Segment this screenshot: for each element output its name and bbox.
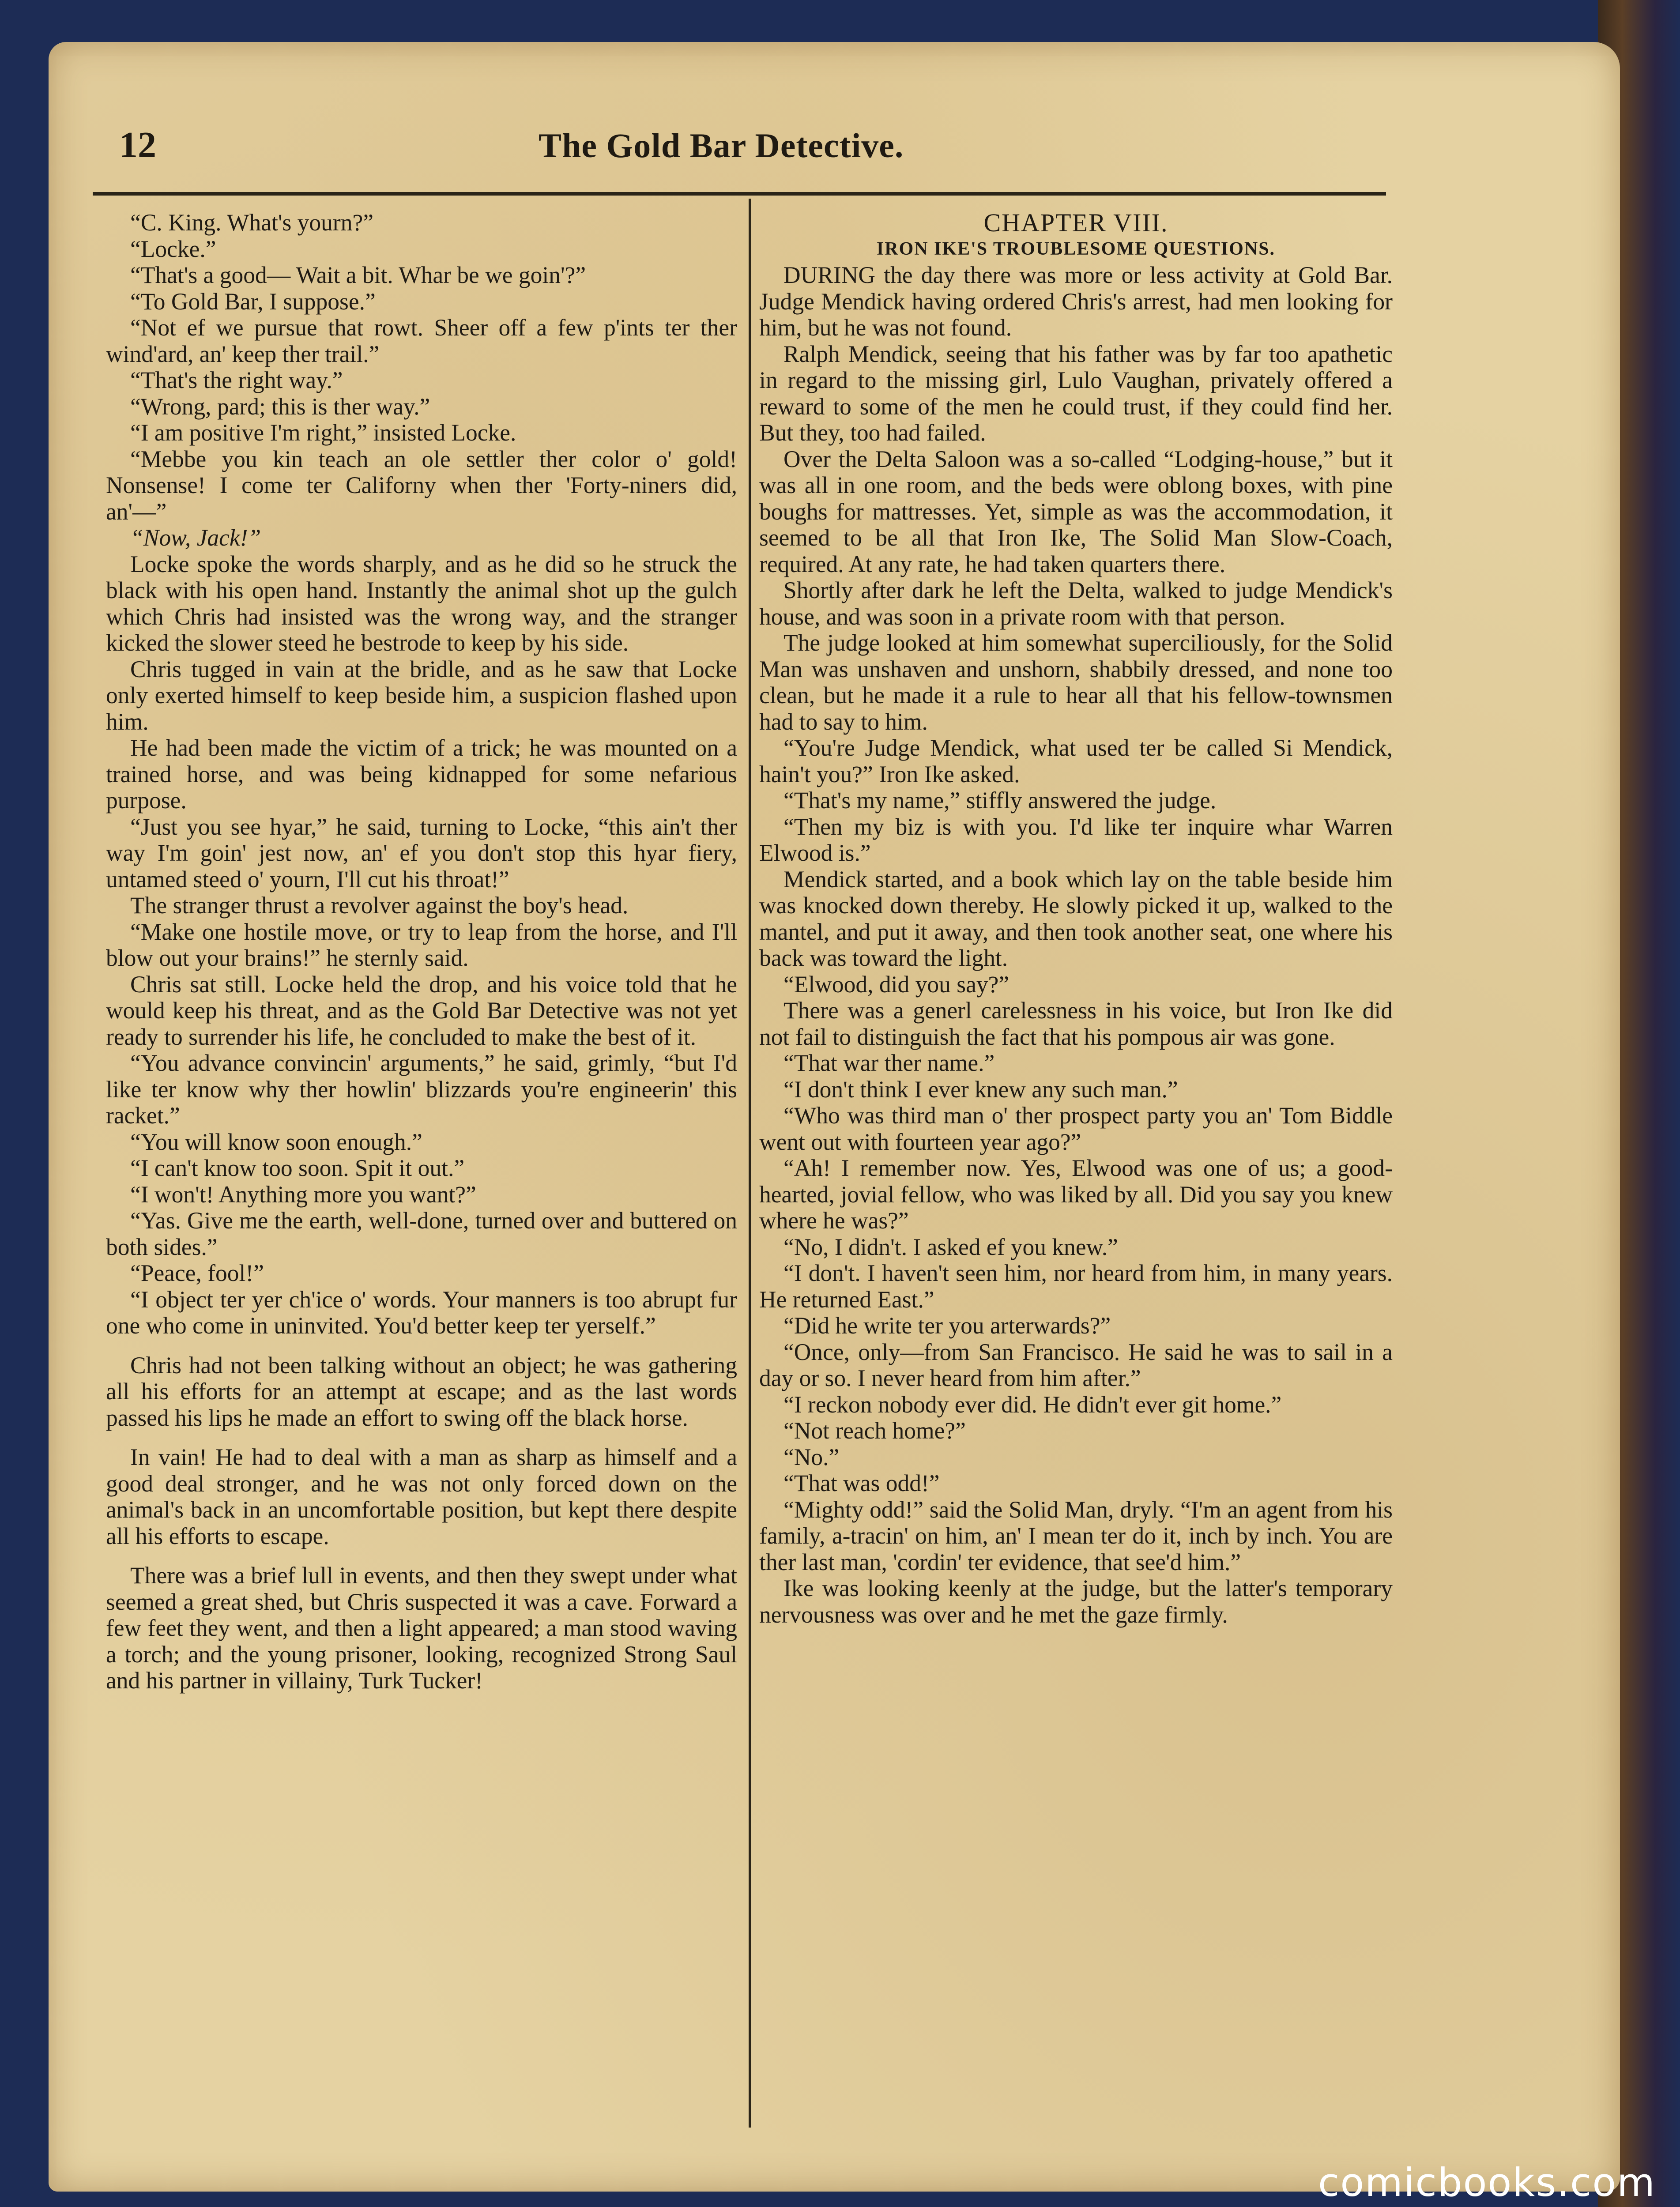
chapter-title: IRON IKE'S TROUBLESOME QUESTIONS. [876,238,1276,259]
paragraph: Locke spoke the words sharply, and as he did so he struck the black with his open hand. Instantly the animal shot up the gulch which Chris had insisted was the wrong way, and the stranger kicked the slower steed he bestrode to keep by his side. [106,550,737,656]
paragraph: “Did he write ter you arterwards?” [783,1312,1111,1339]
paragraph: “Now, Jack!” [130,524,261,551]
paragraph: “C. King. What's yourn?” [130,209,373,236]
page-number: 12 [119,124,156,166]
paragraph: Chris tugged in vain at the bridle, and as he saw that Locke only exerted himself to keep beside him, a suspicion flashed upon him. [106,655,737,735]
paragraph: “You advance convincin' arguments,” he said, grimly, “but I'd like ter know why ther howlin' blizzards you're engineerin' this racket.” [106,1050,737,1129]
paragraph: Mendick started, and a book which lay on the table beside him was knocked down thereby. He slowly picked it up, walked to the mantel, and put it away, and then took another seat, one where his back was toward the light. [759,866,1393,971]
paragraph: “Mebbe you kin teach an ole settler ther color o' gold! Nonsense! I come ter Californy when ther 'Forty-niners did, an'—” [106,445,737,525]
paragraph: DURING the day there was more or less activity at Gold Bar. Judge Mendick having ordered Chris's arrest, had men looking for him, but he was not found. [759,262,1393,341]
paragraph: “Make one hostile move, or try to leap from the horse, and I'll blow out your brains!” he sternly said. [106,918,737,971]
paragraph: “Not reach home?” [783,1417,966,1444]
paragraph: “Who was third man o' ther prospect party you an' Tom Biddle went out with fourteen year ago?” [759,1102,1393,1155]
paragraph: Ralph Mendick, seeing that his father was by far too apathetic in regard to the missing girl, Lulo Vaughan, privately offered a reward to some of the men he could trust, if they could find her. But they, too had failed. [759,340,1393,446]
paragraph: The stranger thrust a revolver against the boy's head. [130,892,629,919]
right-column [759,210,1393,1628]
paragraph: “Just you see hyar,” he said, turning to Locke, “this ain't ther way I'm goin' jest now, an' ef you don't stop this hyar fiery, untamed steed o' yourn, I'll cut his throat!” [106,813,737,893]
paragraph: “You're Judge Mendick, what used ter be called Si Mendick, hain't you?” Iron Ike asked. [759,734,1393,787]
paragraph: “That's a good— Wait a bit. Whar be we goin'?” [130,262,586,288]
paragraph: “That war ther name.” [783,1050,995,1076]
paragraph: The judge looked at him somewhat superciliously, for the Solid Man was unshaven and unshorn, shabbily dressed, and none too clean, but he made it a rule to hear all that his fellow-townsmen had to say to him. [759,629,1393,735]
paragraph: “That's the right way.” [130,367,343,393]
paragraph: “Locke.” [130,235,216,262]
paragraph: Chris sat still. Locke held the drop, and his voice told that he would keep his threat, and as the Gold Bar Detective was not yet ready to surrender his life, he concluded to make the best of it. [106,971,737,1050]
paragraph: “Elwood, did you say?” [783,971,1010,998]
running-title: The Gold Bar Detective. [539,126,904,165]
paragraph: “That's my name,” stiffly answered the judge. [783,787,1217,814]
paragraph: “No, I didn't. I asked ef you knew.” [783,1233,1118,1260]
paragraph: There was a generl carelessness in his voice, but Iron Ike did not fail to distinguish the fact that his pompous air was gone. [759,997,1393,1050]
paragraph: “To Gold Bar, I suppose.” [130,288,376,315]
paragraph: He had been made the victim of a trick; he was mounted on a trained horse, and was being kidnapped for some nefarious purpose. [106,734,737,814]
paragraph: “Yas. Give me the earth, well-done, turned over and buttered on both sides.” [106,1207,737,1260]
paragraph: “Not ef we pursue that rowt. Sheer off a few p'ints ter ther wind'ard, an' keep ther trail.” [106,314,737,367]
paragraph: “That was odd!” [783,1470,940,1496]
paragraph: “Then my biz is with you. I'd like ter inquire whar Warren Elwood is.” [759,813,1393,866]
paragraph: “No.” [783,1443,840,1470]
paragraph: There was a brief lull in events, and then they swept under what seemed a great shed, but Chris suspected it was a cave. Forward a few feet they went, and then a light appeared; a man stood waving a torch; and the young prisoner, looking, recognized Strong Saul and his partner in villainy, Turk Tucker! [106,1562,737,1694]
paragraph: “Wrong, pard; this is ther way.” [130,393,430,420]
paragraph: “I am positive I'm right,” insisted Locke. [130,419,516,446]
column-divider [749,199,751,2128]
paragraph: “Mighty odd!” said the Solid Man, dryly. “I'm an agent from his family, a-tracin' on him, an' I mean ter do it, inch by inch. You are ther last man, 'cordin' ter evidence, that see'd him.” [759,1496,1393,1575]
paragraph: Ike was looking keenly at the judge, but the latter's temporary nervousness was over and he met the gaze firmly. [759,1575,1393,1628]
paragraph: “I won't! Anything more you want?” [130,1181,476,1208]
paragraph: “I don't think I ever knew any such man.” [783,1076,1178,1103]
paragraph: “I don't. I haven't seen him, nor heard from him, in many years. He returned East.” [759,1260,1393,1313]
paragraph: Shortly after dark he left the Delta, walked to judge Mendick's house, and was soon in a private room with that person. [759,577,1393,630]
paragraph: “Ah! I remember now. Yes, Elwood was one of us; a good-hearted, jovial fellow, who was liked by all. Did you say you knew where he was?” [759,1155,1393,1234]
chapter-heading: CHAPTER VIII. [983,208,1168,237]
paragraph: In vain! He had to deal with a man as sharp as himself and a good deal stronger, and he was not only forced down on the animal's back in an uncomfortable position, but kept there despite all his efforts to escape. [106,1444,737,1549]
paragraph: Chris had not been talking without an object; he was gathering all his efforts for an attempt at escape; and as the last words passed his lips he made an effort to swing off the black horse. [106,1352,737,1431]
site-watermark: comicbooks.com [1318,2160,1656,2205]
paragraph: “I reckon nobody ever did. He didn't ever git home.” [783,1391,1282,1418]
paragraph: “I object ter yer ch'ice o' words. Your manners is too abrupt fur one who come in uninvited. You'd better keep ter yerself.” [106,1286,737,1339]
paragraph: “I can't know too soon. Spit it out.” [130,1155,465,1181]
paragraph: “Once, only—from San Francisco. He said he was to sail in a day or so. I never heard from him after.” [759,1338,1393,1391]
left-column [106,210,737,1694]
paragraph: “You will know soon enough.” [130,1128,422,1155]
header-rule [93,192,1386,196]
paragraph: “Peace, fool!” [130,1260,264,1286]
paragraph: Over the Delta Saloon was a so-called “Lodging-house,” but it was all in one room, and the beds were oblong boxes, with pine boughs for mattresses. Yet, simple as was the accommodation, it seemed to be all that Iron Ike, The Solid Man Slow-Coach, required. At any rate, he had taken quarters there. [759,445,1393,577]
